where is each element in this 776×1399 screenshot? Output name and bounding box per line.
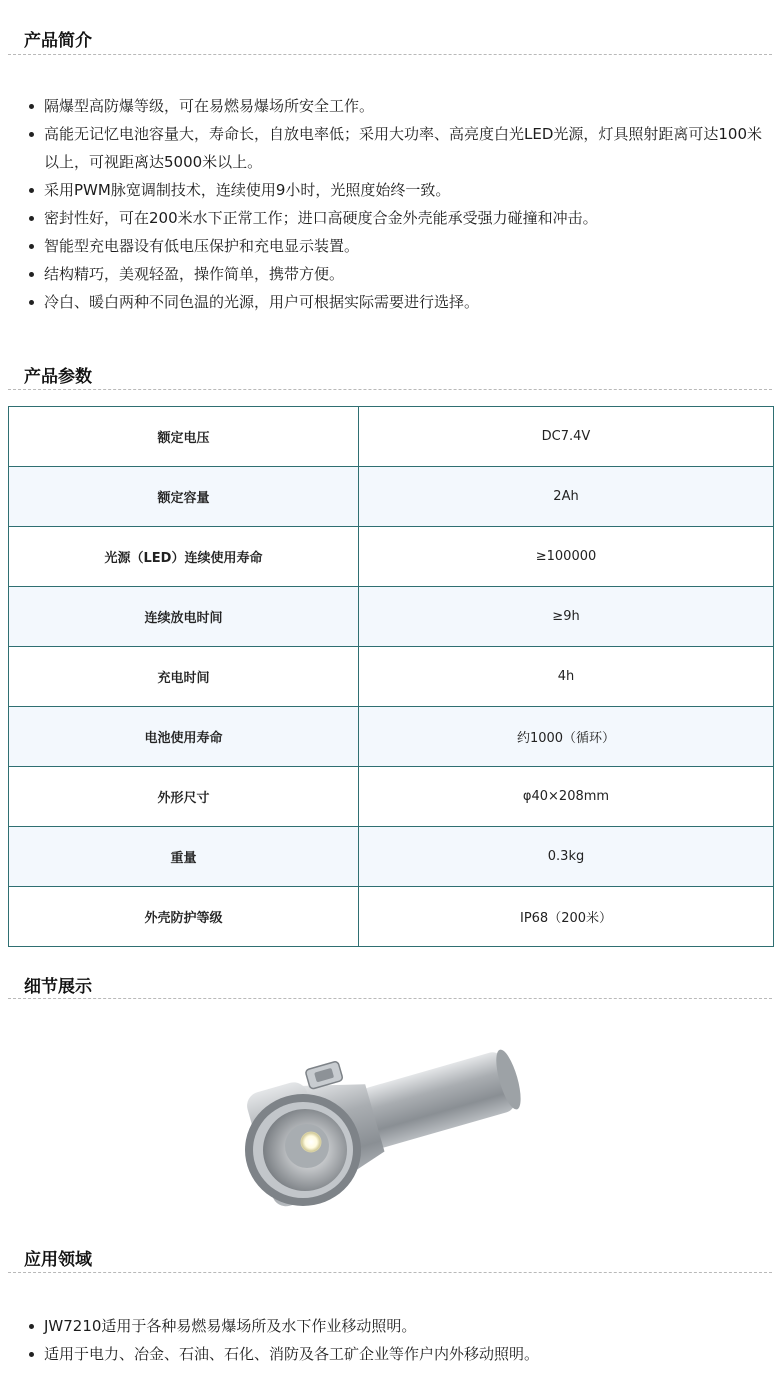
table-row — [9, 827, 774, 887]
table-row — [9, 467, 774, 527]
table-row — [9, 767, 774, 827]
flashlight-image — [225, 1022, 535, 1212]
param-value: 约1000（循环） — [359, 707, 774, 767]
param-value: ≥9h — [359, 587, 774, 647]
param-key: 外壳防护等级 — [9, 887, 359, 947]
param-key: 重量 — [9, 827, 359, 887]
table-row — [9, 407, 774, 467]
param-value: IP68（200米） — [359, 887, 774, 947]
flashlight-head — [245, 1094, 361, 1206]
list-item: 高能无记忆电池容量大，寿命长，自放电率低；采用大功率、高亮度白光LED光源，灯具照射距离可达100米以上，可视距离达5000米以上。 — [22, 120, 770, 176]
param-key: 光源（LED）连续使用寿命 — [9, 527, 359, 587]
params-title: 产品参数 — [24, 367, 92, 387]
intro-list — [22, 92, 770, 316]
param-value: DC7.4V — [359, 407, 774, 467]
list-item: 适用于电力、冶金、石油、石化、消防及各工矿企业等作户内外移动照明。 — [22, 1340, 770, 1368]
list-item: 结构精巧，美观轻盈，操作简单，携带方便。 — [22, 260, 770, 288]
list-item: 密封性好，可在200米水下正常工作；进口高硬度合金外壳能承受强力碰撞和冲击。 — [22, 204, 770, 232]
param-key: 额定电压 — [9, 407, 359, 467]
params-table — [8, 406, 774, 947]
param-key: 充电时间 — [9, 647, 359, 707]
list-item: 智能型充电器设有低电压保护和充电显示装置。 — [22, 232, 770, 260]
list-item: 采用PWM脉宽调制技术，连续使用9小时，光照度始终一致。 — [22, 176, 770, 204]
application-title: 应用领域 — [24, 1250, 92, 1270]
table-row — [9, 887, 774, 947]
param-value: 0.3kg — [359, 827, 774, 887]
table-row — [9, 707, 774, 767]
param-key: 电池使用寿命 — [9, 707, 359, 767]
param-key: 额定容量 — [9, 467, 359, 527]
param-value: 4h — [359, 647, 774, 707]
param-key: 连续放电时间 — [9, 587, 359, 647]
details-title: 细节展示 — [24, 977, 92, 997]
intro-title: 产品简介 — [24, 31, 92, 51]
param-value: 2Ah — [359, 467, 774, 527]
table-row — [9, 647, 774, 707]
table-row — [9, 587, 774, 647]
details-divider — [8, 998, 772, 999]
application-list — [22, 1312, 770, 1368]
list-item: 隔爆型高防爆等级，可在易燃易爆场所安全工作。 — [22, 92, 770, 120]
list-item: JW7210适用于各种易燃易爆场所及水下作业移动照明。 — [22, 1312, 770, 1340]
param-key: 外形尺寸 — [9, 767, 359, 827]
application-divider — [8, 1272, 772, 1273]
param-value: φ40×208mm — [359, 767, 774, 827]
params-divider — [8, 389, 772, 390]
list-item: 冷白、暖白两种不同色温的光源，用户可根据实际需要进行选择。 — [22, 288, 770, 316]
table-row — [9, 527, 774, 587]
intro-divider — [8, 54, 772, 55]
param-value: ≥100000 — [359, 527, 774, 587]
